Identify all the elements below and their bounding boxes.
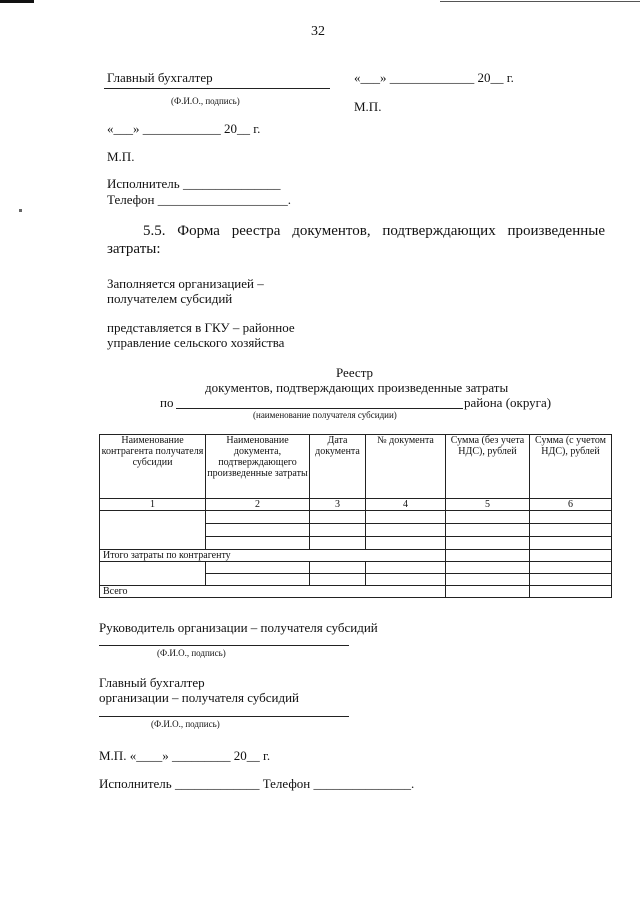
table-cell (310, 524, 366, 537)
registry-subtitle: документов, подтверждающих произведенные затраты (205, 380, 509, 395)
chief-accountant-label: Главный бухгалтер (107, 70, 213, 85)
table-cell (366, 574, 446, 586)
recipient-name-line (176, 408, 463, 409)
table-cell (310, 511, 366, 524)
column-number: 1 (100, 499, 206, 511)
registry-by-suffix: района (округа) (464, 395, 552, 410)
table-cell (206, 537, 310, 550)
registry-title: Реестр (336, 365, 374, 380)
column-header: Дата документа (310, 435, 366, 499)
page-number: 32 (311, 24, 325, 39)
column-header: Сумма (с учетом НДС), рублей (530, 435, 612, 499)
executor-phone: Исполнитель _____________ Телефон _______________. (99, 776, 415, 791)
date-right: «___» _____________ 20__ г. (354, 70, 514, 85)
fio-sign-caption: (Ф.И.О., подпись) (151, 719, 220, 729)
registry-table (99, 434, 612, 598)
fio-sign-caption: (Ф.И.О., подпись) (157, 648, 226, 658)
table-cell (310, 574, 366, 586)
column-header: Сумма (без учета НДС), рублей (446, 435, 530, 499)
table-cell (530, 537, 612, 550)
table-cell (446, 511, 530, 524)
total-label: Всего (100, 586, 446, 598)
scan-artifact-top-line (440, 1, 640, 2)
head-label: Руководитель организации – получателя субсидий (99, 620, 378, 635)
head-signature-line (99, 645, 349, 646)
submit-note-line2: управление сельского хозяйства (107, 335, 285, 350)
column-number: 3 (310, 499, 366, 511)
table-cell (446, 524, 530, 537)
section-title-line1: 5.5. Форма реестра документов, подтверждающих произведенные (143, 223, 605, 239)
table-cell (446, 562, 530, 574)
column-number: 5 (446, 499, 530, 511)
column-header: Наименование контрагента получателя субсидии (100, 435, 206, 499)
signature-line (104, 88, 330, 89)
column-header: № документа (366, 435, 446, 499)
scan-artifact-corner (0, 0, 34, 3)
table-cell (530, 524, 612, 537)
table-cell (446, 537, 530, 550)
table-header-row (100, 435, 612, 499)
column-number: 4 (366, 499, 446, 511)
table-cell (100, 562, 206, 586)
table-cell (530, 586, 612, 598)
phone-label: Телефон ____________________. (107, 192, 292, 207)
mp-right: М.П. (354, 99, 382, 114)
chief-signature-line (99, 716, 349, 717)
column-header: Наименование документа, подтверждающего произведенные затраты (206, 435, 310, 499)
column-number-row (100, 499, 612, 511)
table-cell (446, 586, 530, 598)
table-cell (206, 574, 310, 586)
chief-label-line1: Главный бухгалтер (99, 675, 205, 690)
fill-note-line1: Заполняется организацией – (107, 276, 264, 291)
fill-note-line2: получателем субсидий (107, 291, 233, 306)
total-row (100, 586, 612, 598)
table-cell (530, 562, 612, 574)
table-cell (100, 511, 206, 550)
table-cell (446, 574, 530, 586)
recipient-caption: (наименование получателя субсидии) (253, 410, 397, 420)
submit-note-line1: представляется в ГКУ – районное (107, 320, 295, 335)
executor-label: Исполнитель _______________ (107, 176, 281, 191)
date-left: «___» ____________ 20__ г. (107, 121, 261, 136)
table-cell (366, 562, 446, 574)
mp-date: М.П. «____» _________ 20__ г. (99, 748, 271, 763)
table-cell (366, 511, 446, 524)
table-cell (206, 562, 310, 574)
table-row (100, 562, 612, 574)
chief-label-line2: организации – получателя субсидий (99, 690, 300, 705)
registry-by-prefix: по (160, 395, 174, 410)
column-number: 6 (530, 499, 612, 511)
subtotal-label: Итого затраты по контрагенту (100, 550, 446, 562)
table-cell (310, 562, 366, 574)
section-title-line2: затраты: (107, 241, 161, 257)
table-cell (530, 550, 612, 562)
table-cell (206, 524, 310, 537)
mp-left: М.П. (107, 149, 135, 164)
scan-artifact-dot (19, 209, 22, 212)
table-cell (310, 537, 366, 550)
table-cell (366, 537, 446, 550)
fio-sign-caption: (Ф.И.О., подпись) (171, 96, 240, 106)
table-row (100, 511, 612, 524)
table-cell (530, 574, 612, 586)
subtotal-row (100, 550, 612, 562)
table-cell (530, 511, 612, 524)
table-cell (446, 550, 530, 562)
table-cell (206, 511, 310, 524)
column-number: 2 (206, 499, 310, 511)
table-cell (366, 524, 446, 537)
